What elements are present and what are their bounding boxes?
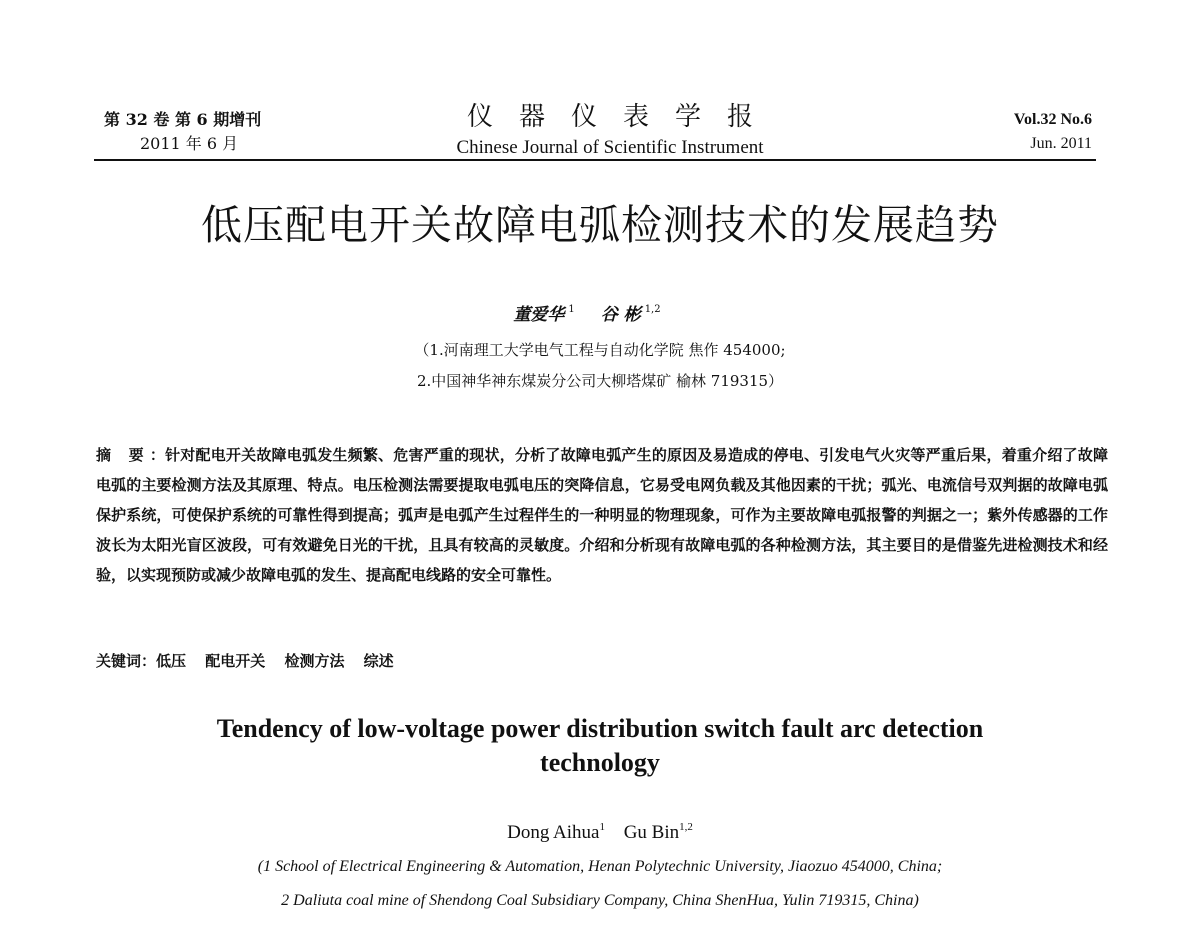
volume-issue-cn: 第 32 卷 第 6 期增刊 [104, 110, 262, 129]
affiliation-line: 2.中国神华神东煤炭分公司大柳塔煤矿 榆林 719315） [416, 372, 784, 390]
author-name: 董爱华 [513, 305, 565, 325]
title-line: technology [540, 748, 660, 777]
header-divider [94, 159, 1096, 161]
volume-issue-en: Vol.32 No.6 [1013, 111, 1092, 128]
journal-masthead [400, 100, 820, 160]
affiliation-line: (1 School of Electrical Engineering & Automation, Henan Polytechnic University, Jiaozuo 454000, China; [257, 858, 943, 875]
affiliation-line: 2 Daliuta coal mine of Shendong Coal Subsidiary Company, China ShenHua, Yulin 719315, China) [281, 892, 919, 909]
authors-en [300, 814, 900, 846]
author-affil-marker: 1,2 [679, 821, 693, 833]
date-cn: 2011 年 6 月 [140, 134, 239, 153]
abstract-label: 摘 要 [96, 446, 150, 464]
title-line: Tendency of low-voltage power distribution switch fault arc detection [216, 714, 984, 743]
author-affil-marker: 1 [599, 821, 605, 833]
affiliations-en [100, 850, 1100, 918]
author-affil-marker: 1,2 [644, 304, 661, 315]
paper-title-cn: 低压配电开关故障电弧检测技术的发展趋势 [201, 201, 999, 249]
keywords-list: 低压 配电开关 检测方法 综述 [156, 652, 394, 670]
abstract-text: 针对配电开关故障电弧发生频繁、危害严重的现状，分析了故障电弧产生的原因及易造成的停电、引发电气火灾等严重后果，着重介绍了故障电弧的主要检测方法及其原理、特点。电压检测法需要提取电弧电压的突降信息，它易受电网负载及其他因素的干扰；弧光、电流信号双判据的故障电弧保护系统，可使保护系统的可靠性得到提高；弧声是电弧产生过程伴生的一种明显的物理现象，可作为主要故障电弧报警的判据之一；紫外传感器的工作波长为太阳光盲区波段，可有效避免日光的干扰，且具有较高的灵敏度。介绍和分析现有故障电弧的各种检测方法，其主要目的是借鉴先进检测技术和经验，以实现预防或减少故障电弧的发生、提高配电线路的安全可靠性。 [96, 446, 1108, 584]
abstract-cn [96, 440, 1108, 590]
journal-name-cn: 仪器仪表学报 [466, 102, 779, 132]
keywords-cn [96, 648, 1108, 674]
author-name: 谷 彬 [600, 305, 641, 325]
header-volume-block [104, 108, 304, 156]
header-volume-block-en [892, 108, 1092, 156]
affiliation-line: （1.河南理工大学电气工程与自动化学院 焦作 454000; [414, 341, 786, 359]
keywords-label: 关键词： [96, 652, 157, 670]
author-affil-marker: 1 [568, 304, 575, 315]
author-name: Gu Bin [623, 822, 680, 843]
journal-name-en: Chinese Journal of Scientific Instrument [456, 137, 764, 158]
date-en: Jun. 2011 [1030, 135, 1092, 152]
authors-cn [300, 298, 900, 327]
affiliations-cn [200, 335, 1000, 397]
paper-title-en [110, 712, 1090, 780]
author-name: Dong Aihua [507, 822, 600, 843]
abstract-separator: ： [149, 446, 166, 464]
